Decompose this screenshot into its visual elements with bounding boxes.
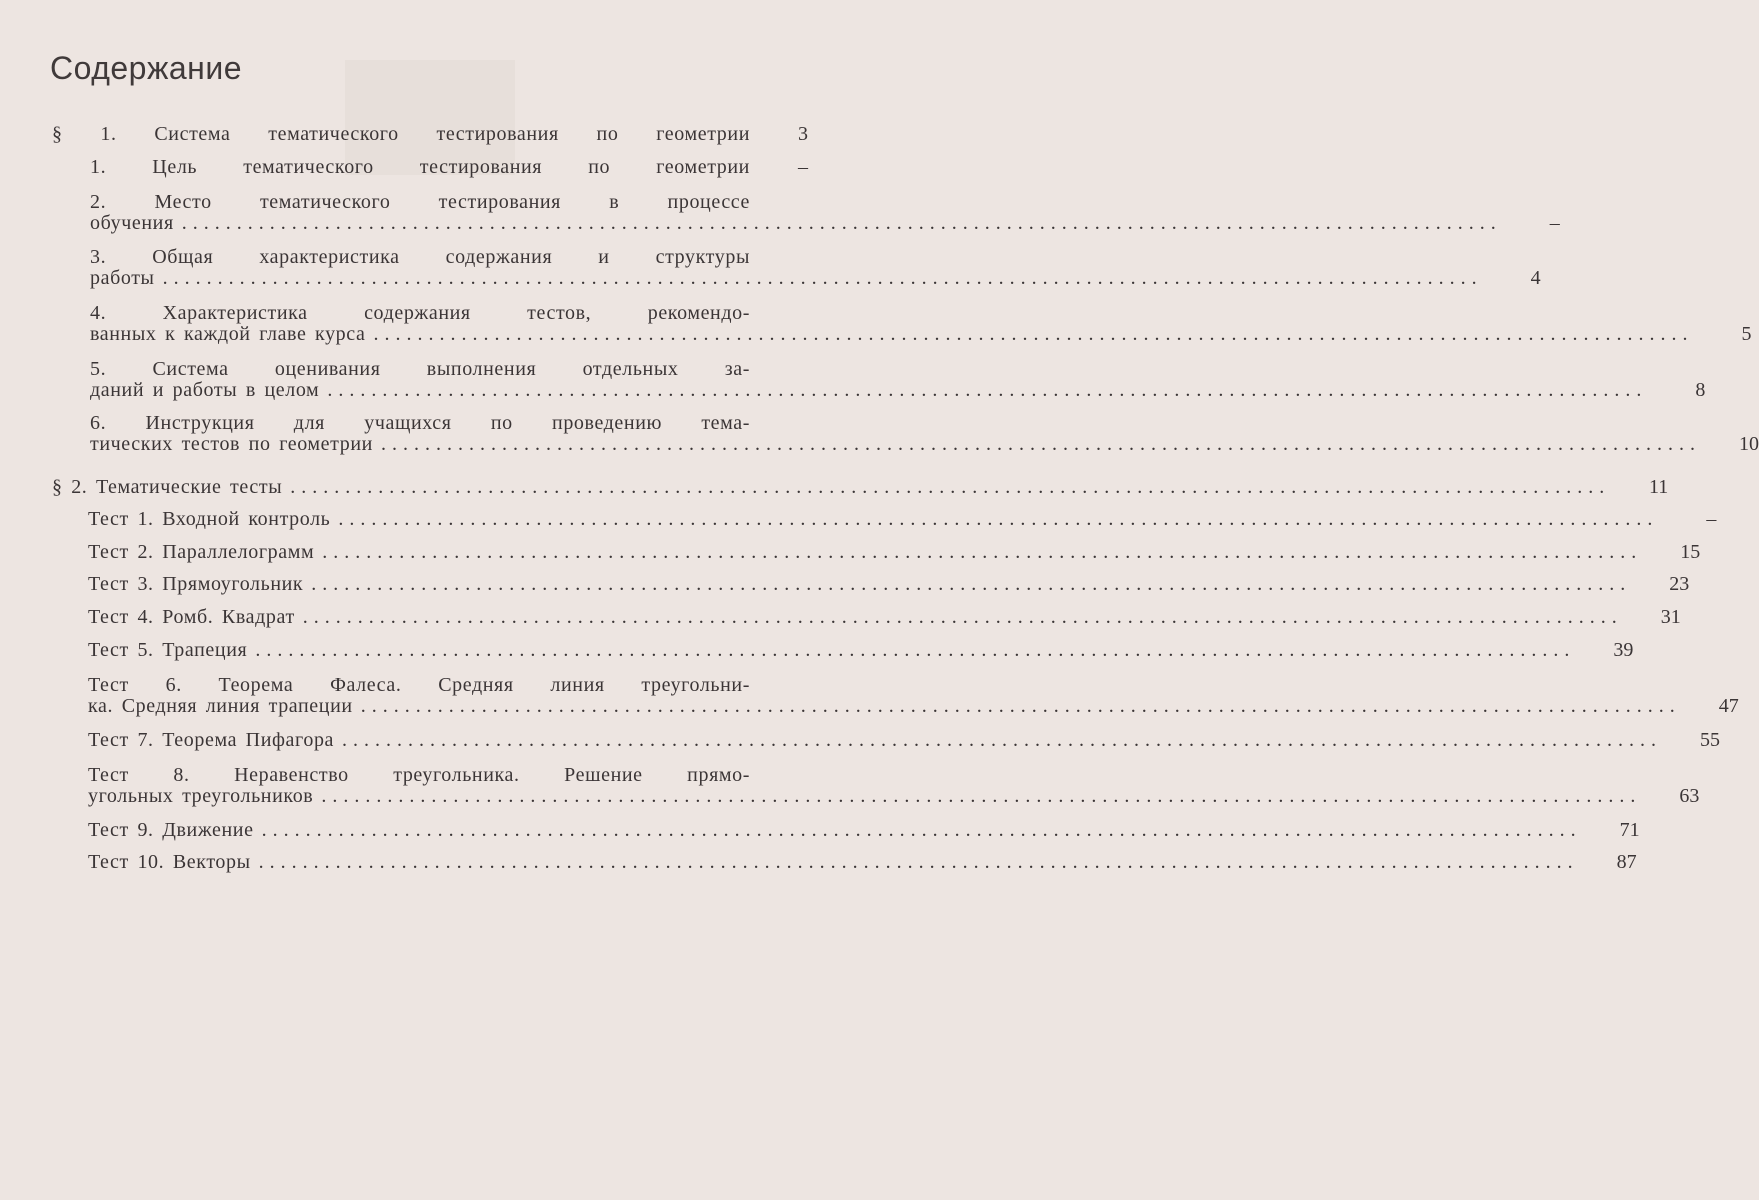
dot-leader: ........................................................................................................................ bbox=[321, 785, 1642, 807]
toc-entry-text: ванных к каждой главе курса bbox=[90, 323, 366, 345]
toc-entry-text: 5. Система оценивания выполнения отдельных за- bbox=[90, 358, 750, 380]
dot-leader: ........................................................................................................................ bbox=[162, 267, 1483, 289]
toc-page-number: – bbox=[1549, 212, 1560, 234]
toc-entry bbox=[90, 157, 808, 178]
toc-page-number: 55 bbox=[1700, 729, 1721, 751]
toc-page-number: 8 bbox=[1695, 379, 1706, 401]
toc-entry-text: обучения bbox=[90, 212, 174, 234]
dot-leader: ........................................................................................................................ bbox=[290, 476, 1611, 498]
toc-entry-text: тических тестов по геометрии bbox=[90, 433, 373, 455]
toc-entry-text: Тест 10. Векторы bbox=[88, 851, 251, 873]
toc-page-number: 47 bbox=[1718, 695, 1739, 717]
toc-entry-text: § 2. Тематические тесты bbox=[52, 476, 283, 498]
toc-entry bbox=[52, 124, 808, 145]
toc-entry bbox=[88, 819, 1640, 841]
toc-page-number: 31 bbox=[1660, 606, 1681, 628]
toc-page-number: 11 bbox=[1648, 476, 1669, 498]
toc-page-number: 4 bbox=[1530, 267, 1541, 289]
toc-page-number: 15 bbox=[1680, 541, 1701, 563]
toc-entry-text: ка. Средняя линия трапеции bbox=[88, 695, 353, 717]
toc-entry-text: Тест 4. Ромб. Квадрат bbox=[88, 606, 295, 628]
toc-entry-text: 3. Общая характеристика содержания и структуры bbox=[90, 246, 750, 268]
toc-entry-text: § 1. Система тематического тестирования по геометрии bbox=[52, 123, 750, 145]
toc-entry bbox=[88, 573, 1690, 595]
toc-entry-text: работы bbox=[90, 267, 155, 289]
toc-entry-text: Тест 8. Неравенство треугольника. Решение прямо- bbox=[88, 764, 750, 786]
toc-page-number: 63 bbox=[1679, 785, 1700, 807]
dot-leader: ........................................................................................................................ bbox=[311, 573, 1632, 595]
toc-entry bbox=[88, 639, 1634, 661]
toc-entry bbox=[88, 508, 1717, 530]
toc-entry bbox=[52, 476, 1669, 498]
toc-entry-text: Тест 5. Трапеция bbox=[88, 639, 248, 661]
toc-page-number: 10 bbox=[1738, 433, 1759, 455]
toc-page-number: 71 bbox=[1619, 819, 1640, 841]
toc-entry bbox=[88, 541, 1701, 563]
toc-entry bbox=[88, 729, 1721, 751]
toc-entry-text: даний и работы в целом bbox=[90, 379, 320, 401]
toc-entry-text: Тест 7. Теорема Пифагора bbox=[88, 729, 335, 751]
toc-entry bbox=[90, 302, 1752, 345]
toc-entry-text: Тест 3. Прямоугольник bbox=[88, 573, 304, 595]
toc-entry-text: 1. Цель тематического тестирования по геометрии bbox=[90, 156, 750, 178]
toc-entry-text: Тест 9. Движение bbox=[88, 819, 254, 841]
toc-page-number: 5 bbox=[1741, 323, 1752, 345]
toc-entry-text: 4. Характеристика содержания тестов, рекомендо- bbox=[90, 302, 750, 324]
toc-page-number: 3 bbox=[798, 123, 808, 145]
toc-entry bbox=[88, 606, 1681, 628]
toc-entry bbox=[90, 191, 1560, 234]
dot-leader: ........................................................................................................................ bbox=[255, 639, 1576, 661]
toc-page-number: – bbox=[1706, 508, 1717, 530]
toc-entry bbox=[90, 246, 1541, 289]
toc-entry bbox=[90, 412, 1759, 455]
dot-leader: ........................................................................................................................ bbox=[327, 379, 1648, 401]
dot-leader: ........................................................................................................................ bbox=[258, 851, 1579, 873]
toc-entry-text: 6. Инструкция для учащихся по проведению тема- bbox=[90, 412, 750, 434]
dot-leader: ........................................................................................................................ bbox=[322, 541, 1643, 563]
toc-page-number: 23 bbox=[1669, 573, 1690, 595]
toc-entry bbox=[88, 674, 1739, 717]
toc-page-number: 39 bbox=[1613, 639, 1634, 661]
dot-leader: ........................................................................................................................ bbox=[342, 729, 1663, 751]
dot-leader: ........................................................................................................................ bbox=[261, 819, 1582, 841]
dot-leader: ........................................................................................................................ bbox=[360, 695, 1681, 717]
toc-entry bbox=[88, 851, 1637, 873]
toc-entry bbox=[88, 764, 1700, 807]
page-title: Содержание bbox=[50, 50, 243, 86]
toc-entry-text: Тест 6. Теорема Фалеса. Средняя линия треугольни- bbox=[88, 674, 750, 696]
toc-entry-text: Тест 2. Параллелограмм bbox=[88, 541, 315, 563]
dot-leader: ........................................................................................................................ bbox=[380, 433, 1701, 455]
toc-page-number: 87 bbox=[1616, 851, 1637, 873]
toc-entry-text: угольных треугольников bbox=[88, 785, 314, 807]
toc-entry bbox=[90, 358, 1706, 401]
dot-leader: ........................................................................................................................ bbox=[338, 508, 1659, 530]
toc-entry-text: 2. Место тематического тестирования в процессе bbox=[90, 191, 750, 213]
dot-leader: ........................................................................................................................ bbox=[302, 606, 1623, 628]
toc-entry-text: Тест 1. Входной контроль bbox=[88, 508, 331, 530]
dot-leader: ........................................................................................................................ bbox=[181, 212, 1502, 234]
toc-page-number: – bbox=[798, 156, 808, 178]
dot-leader: ........................................................................................................................ bbox=[373, 323, 1694, 345]
